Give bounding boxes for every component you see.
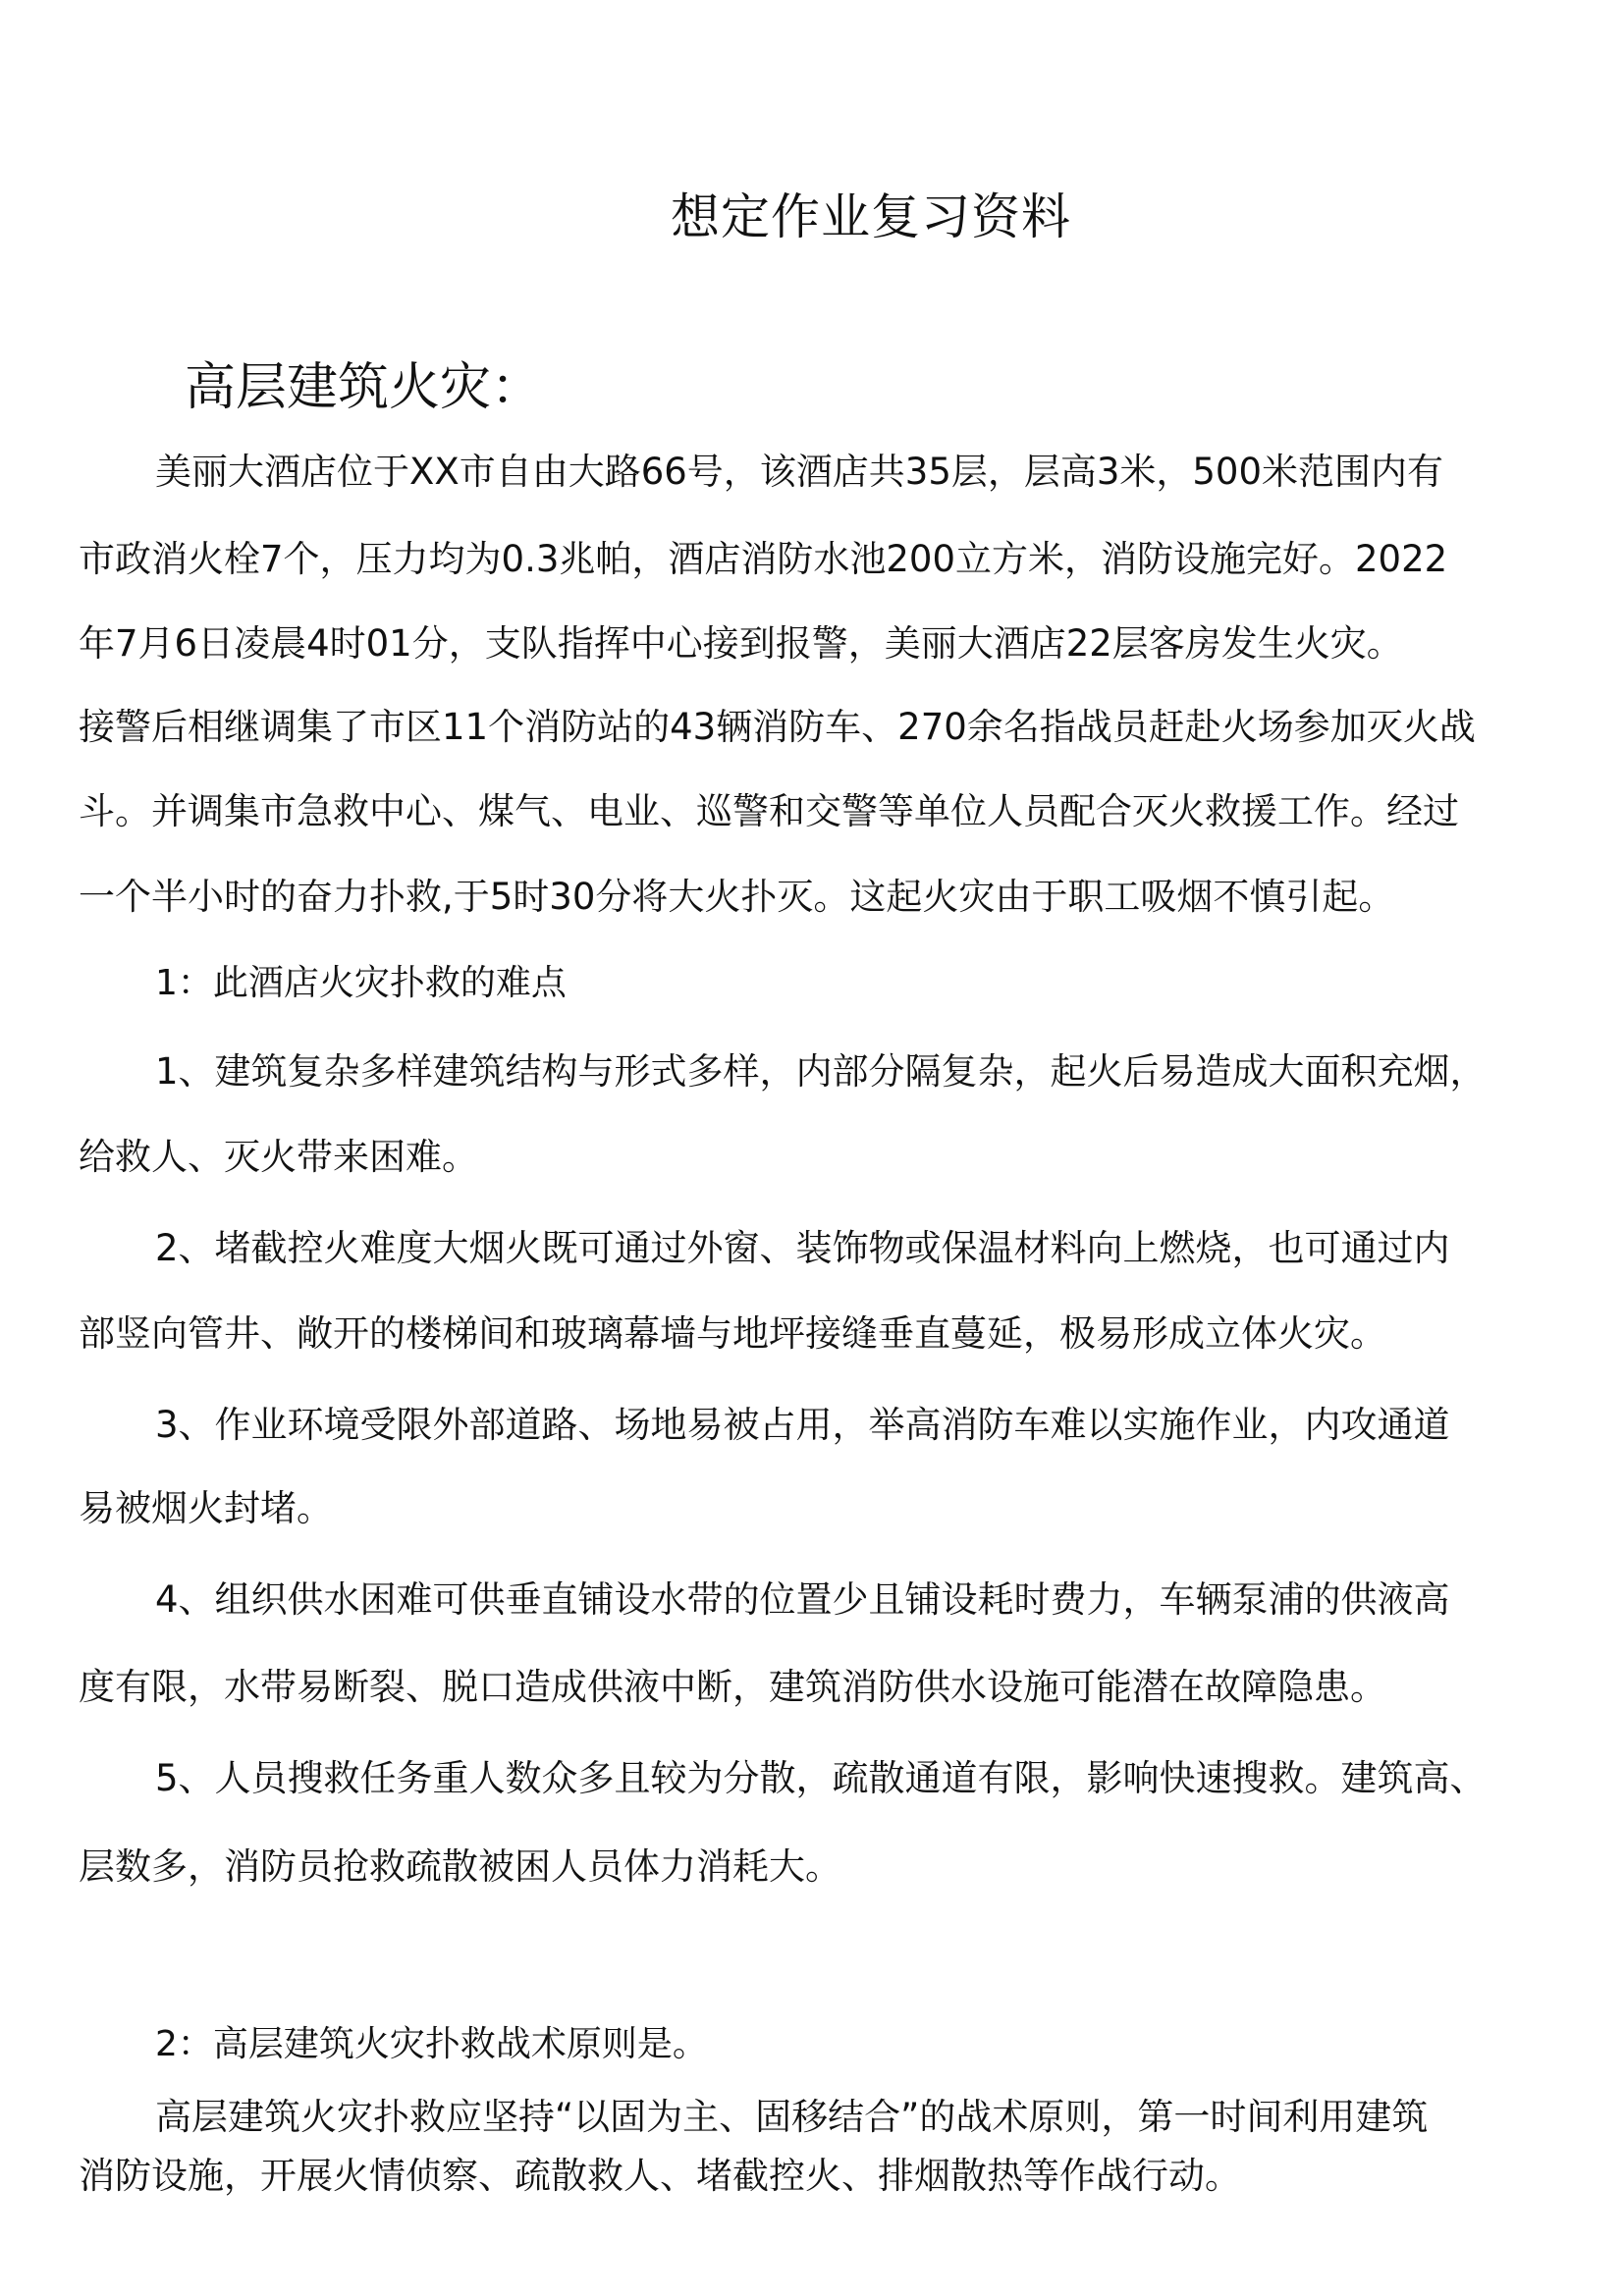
item-line: 1、建筑复杂多样建筑结构与形式多样，内部分隔复杂，起火后易造成大面积充烟， [155, 1050, 1487, 1093]
item-line: 5、人员搜救任务重人数众多且较为分散，疏散通道有限，影响快速搜救。建筑高、 [155, 1757, 1487, 1799]
paragraph-line: 斗。并调集市急救中心、煤气、电业、巡警和交警等单位人员配合灭火救援工作。经过 [79, 790, 1459, 832]
paragraph-line: 市政消火栓7个，压力均为0.3兆帕，酒店消防水池200立方米，消防设施完好。2022 [79, 538, 1448, 580]
item-line: 易被烟火封堵。 [79, 1487, 333, 1529]
paragraph-line: 接警后相继调集了市区11个消防站的43辆消防车、270余名指战员赶赴火场参加灭火战 [79, 706, 1476, 748]
item-line: 2、堵截控火难度大烟火既可通过外窗、装饰物或保温材料向上燃烧，也可通过内 [155, 1227, 1450, 1269]
document-title: 想定作业复习资料 [671, 188, 1071, 245]
item-line: 给救人、灭火带来困难。 [79, 1136, 478, 1178]
answer-line: 高层建筑火灾扑救应坚持“以固为主、固移结合”的战术原则，第一时间利用建筑 [155, 2096, 1429, 2138]
item-line: 4、组织供水困难可供垂直铺设水带的位置少且铺设耗时费力，车辆泵浦的供液高 [155, 1578, 1450, 1621]
answer-line: 消防设施，开展火情侦察、疏散救人、堵截控火、排烟散热等作战行动。 [79, 2155, 1241, 2197]
section-heading: 高层建筑火灾： [185, 358, 543, 417]
question-1-heading: 1：此酒店火灾扑救的难点 [155, 963, 567, 1003]
item-line: 3、作业环境受限外部道路、场地易被占用，举高消防车难以实施作业，内攻通道 [155, 1404, 1450, 1446]
paragraph-line: 一个半小时的奋力扑救,于5时30分将大火扑灭。这起火灾由于职工吸烟不慎引起。 [79, 876, 1395, 918]
paragraph-line: 年7月6日凌晨4时01分，支队指挥中心接到报警，美丽大酒店22层客房发生火灾。 [79, 622, 1403, 665]
item-line: 层数多，消防员抢救疏散被困人员体力消耗大。 [79, 1845, 841, 1888]
item-line: 度有限，水带易断裂、脱口造成供液中断，建筑消防供水设施可能潜在故障隐患。 [79, 1666, 1386, 1708]
paragraph-line: 美丽大酒店位于XX市自由大路66号，该酒店共35层，层高3米，500米范围内有 [155, 451, 1444, 493]
item-line: 部竖向管井、敞开的楼梯间和玻璃幕墙与地坪接缝垂直蔓延，极易形成立体火灾。 [79, 1312, 1386, 1355]
question-2-heading: 2：高层建筑火灾扑救战术原则是。 [155, 2024, 708, 2064]
